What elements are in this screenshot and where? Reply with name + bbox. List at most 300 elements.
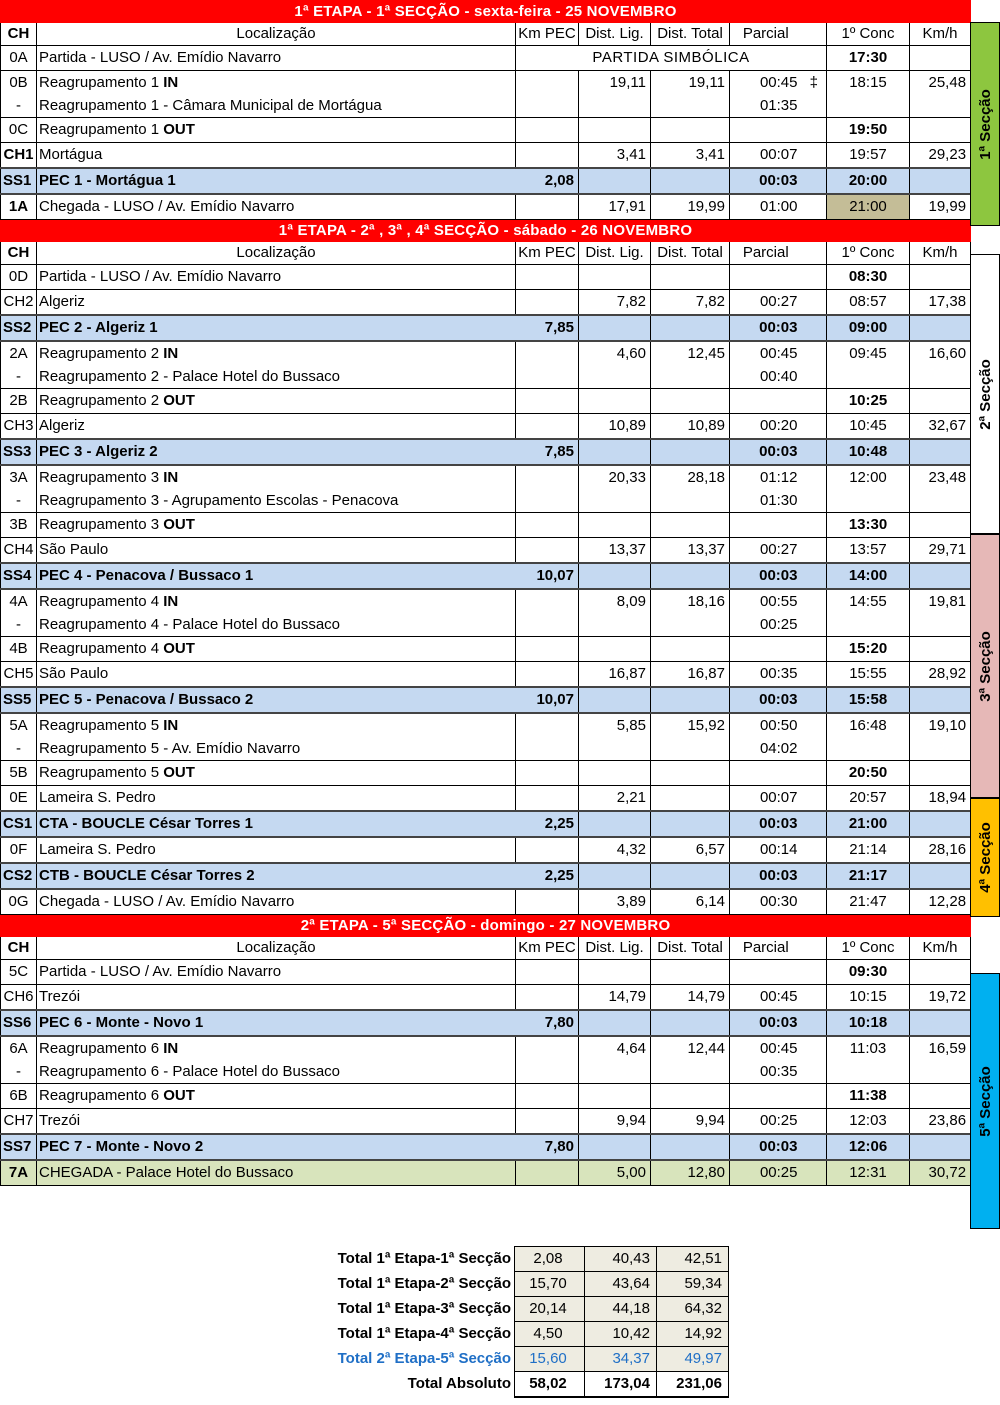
conc-time: 19:50 [827,118,910,143]
parcial: 01:35 [730,95,802,118]
location-text: Reagrupamento 5 - Av. Emídio Navarro [39,740,301,757]
control-code: CS2 [1,863,37,889]
kmh: 25,48 [910,71,971,96]
itinerary-row [1,960,971,985]
dist-total: 18,16 [651,589,730,614]
dist-total: 12,80 [651,1160,730,1186]
location-text: Reagrupamento 4 [39,593,164,610]
parcial [730,513,802,538]
marker [802,614,827,637]
header-ch: CH [1,23,37,46]
dist-total [651,513,730,538]
km-pec [516,889,579,915]
parcial: 01:12 [730,465,802,490]
location-text: Partida - LUSO / Av. Emídio Navarro [39,49,282,66]
header-localizacao: Localização [37,23,516,46]
dist-total [651,637,730,662]
km-pec [516,143,579,169]
totals-dist-total: 14,92 [657,1322,729,1347]
itinerary-row [1,1160,971,1186]
kmh [910,389,971,414]
km-pec [516,465,579,490]
parcial: 01:30 [730,490,802,513]
location-emphasis: IN [163,1040,179,1057]
location [37,194,516,220]
section-label-box [970,22,1000,226]
parcial: 04:02 [730,738,802,761]
conc-time: 12:00 [827,465,910,490]
header-kmh: Km/h [910,937,971,960]
marker [802,761,827,786]
conc-time: 17:30 [827,46,910,71]
location [37,614,516,637]
section-label-box [970,973,1000,1229]
control-code: SS4 [1,563,37,589]
stage-title-row [1,1,971,23]
dist-lig: 10,89 [579,414,651,440]
special-stage-row [1,315,971,341]
header-dist-total: Dist. Total [651,242,730,265]
location-text: Partida - LUSO / Av. Emídio Navarro [39,268,282,285]
section-label-box [970,534,1000,798]
dist-lig [579,1061,651,1084]
dist-lig [579,863,651,889]
dist-lig: 13,37 [579,538,651,564]
control-code: 3A [1,465,37,490]
location [37,863,516,889]
parcial: 00:40 [730,366,802,389]
itinerary-row [1,71,971,96]
location-text: Algeriz [39,293,85,310]
km-pec [516,118,579,143]
control-code: - [1,1061,37,1084]
marker [802,1109,827,1135]
conc-time [827,738,910,761]
itinerary-row [1,662,971,688]
location-text: Reagrupamento 3 [39,469,164,486]
dist-lig [579,637,651,662]
parcial: 00:45 [730,985,802,1011]
marker [802,960,827,985]
control-code: 2A [1,341,37,366]
location [37,315,516,341]
dist-total: 28,18 [651,465,730,490]
control-code: 5C [1,960,37,985]
location-text: Reagrupamento 2 - Palace Hotel do Bussaco [39,368,341,385]
totals-table [330,1246,729,1398]
conc-time [827,95,910,118]
conc-time: 11:38 [827,1084,910,1109]
km-pec [516,637,579,662]
dist-total [651,863,730,889]
location-emphasis: OUT [163,640,195,657]
totals-dist-total: 49,97 [657,1347,729,1372]
marker [802,71,827,96]
control-code: CH3 [1,414,37,440]
marker [802,687,827,713]
dist-lig: 4,64 [579,1036,651,1061]
conc-time: 09:00 [827,315,910,341]
special-stage-row [1,863,971,889]
km-pec: 2,08 [516,168,579,194]
kmh [910,738,971,761]
kmh: 29,71 [910,538,971,564]
km-pec [516,738,579,761]
itinerary-row [1,637,971,662]
parcial [730,761,802,786]
header-localizacao: Localização [37,242,516,265]
control-code: 0F [1,837,37,863]
parcial: 00:55 [730,589,802,614]
marker [802,143,827,169]
itinerary-row [1,118,971,143]
kmh: 16,59 [910,1036,971,1061]
marker [802,315,827,341]
totals-dist-lig: 34,37 [585,1347,657,1372]
dist-total: 14,79 [651,985,730,1011]
parcial: 00:03 [730,1134,802,1160]
parcial: 00:25 [730,1160,802,1186]
location [37,687,516,713]
control-code: SS3 [1,439,37,465]
dist-total [651,366,730,389]
control-code: - [1,614,37,637]
special-stage-row [1,563,971,589]
totals-label: Total 1ª Etapa-3ª Secção [337,1300,511,1317]
km-pec [516,837,579,863]
totals-km-pec: 15,60 [515,1347,585,1372]
location [37,811,516,837]
itinerary-row [1,614,971,637]
special-stage-row [1,168,971,194]
dist-lig [579,439,651,465]
totals-dist-lig: 173,04 [585,1372,657,1398]
dist-lig: 8,09 [579,589,651,614]
control-code: 6B [1,1084,37,1109]
header-parcial: Parcial [730,937,802,960]
parcial: 00:45 [730,341,802,366]
parcial: 00:25 [730,1109,802,1135]
header-ch: CH [1,937,37,960]
totals-row [330,1272,729,1297]
dist-lig [579,265,651,290]
dist-total: 19,11 [651,71,730,96]
location-emphasis: BOUCLE César Torres 1 [81,815,253,832]
location [37,290,516,316]
location-text: Reagrupamento 1 [39,74,164,91]
dist-total: 16,87 [651,662,730,688]
dist-lig [579,614,651,637]
location-emphasis: IN [163,717,179,734]
dist-total: 7,82 [651,290,730,316]
parcial: 00:03 [730,315,802,341]
totals-dist-total: 59,34 [657,1272,729,1297]
kmh: 28,92 [910,662,971,688]
dist-total [651,389,730,414]
control-code: CH4 [1,538,37,564]
control-code: 2B [1,389,37,414]
control-code: 3B [1,513,37,538]
dist-total [651,1134,730,1160]
location-emphasis: OUT [163,1087,195,1104]
conc-time: 18:15 [827,71,910,96]
conc-time: 08:30 [827,265,910,290]
km-pec [516,538,579,564]
marker [802,341,827,366]
control-code: CH5 [1,662,37,688]
control-code: - [1,490,37,513]
conc-time: 10:45 [827,414,910,440]
location-text: Reagrupamento 2 [39,392,164,409]
kmh [910,563,971,589]
itinerary-row [1,389,971,414]
itinerary-row [1,95,971,118]
totals-km-pec: 4,50 [515,1322,585,1347]
marker [802,662,827,688]
totals-row [330,1372,729,1398]
kmh: 19,72 [910,985,971,1011]
conc-time: 21:14 [827,837,910,863]
kmh [910,513,971,538]
km-pec: 2,25 [516,863,579,889]
location-text: Reagrupamento 6 [39,1087,164,1104]
totals-label: Total 1ª Etapa-2ª Secção [337,1275,511,1292]
km-pec [516,71,579,96]
dist-lig [579,1084,651,1109]
km-pec [516,662,579,688]
itinerary-row [1,1084,971,1109]
location-emphasis: OUT [163,121,195,138]
dist-lig: 14,79 [579,985,651,1011]
dist-total [651,738,730,761]
location [37,786,516,812]
stage-title-row [1,220,971,242]
location-emphasis: OUT [163,392,195,409]
header-dist-lig: Dist. Lig. [579,937,651,960]
location [37,95,516,118]
marker [802,786,827,812]
location [37,538,516,564]
location-text: Partida - LUSO / Av. Emídio Navarro [39,963,282,980]
header-spacer [802,23,827,46]
dist-lig [579,490,651,513]
dist-total [651,95,730,118]
control-code: SS5 [1,687,37,713]
header-dist-lig: Dist. Lig. [579,23,651,46]
location-text: Reagrupamento 6 - Palace Hotel do Bussaco [39,1063,341,1080]
km-pec [516,194,579,220]
control-code: 1A [1,194,37,220]
km-pec [516,761,579,786]
totals-dist-lig: 40,43 [585,1247,657,1272]
section-label: 1ª Secção [976,88,994,160]
itinerary-row [1,143,971,169]
kmh [910,1084,971,1109]
conc-time: 09:30 [827,960,910,985]
header-localizacao: Localização [37,937,516,960]
location-text: Reagrupamento 3 - Agrupamento Escolas - Penacova [39,492,399,509]
kmh: 32,67 [910,414,971,440]
conc-time: 20:57 [827,786,910,812]
totals-row [330,1322,729,1347]
dist-total: 12,45 [651,341,730,366]
parcial: 00:14 [730,837,802,863]
km-pec [516,985,579,1011]
location [37,713,516,738]
location-text: Reagrupamento 1 [39,121,164,138]
location-text: CHEGADA - Palace Hotel do Bussaco [39,1164,294,1181]
totals-label: Total 1ª Etapa-4ª Secção [337,1325,511,1342]
parcial [730,389,802,414]
control-code: 5B [1,761,37,786]
location-text: Lameira S. Pedro [39,841,156,858]
km-pec [516,513,579,538]
itinerary-row [1,589,971,614]
parcial: 00:25 [730,614,802,637]
dist-total [651,1084,730,1109]
control-code: CS1 [1,811,37,837]
location-text: Reagrupamento 6 [39,1040,164,1057]
dist-total [651,786,730,812]
row-marker: ‡ [809,74,818,91]
parcial: 00:45 [730,1036,802,1061]
control-code: 4A [1,589,37,614]
dist-total [651,960,730,985]
marker [802,439,827,465]
location-text: Reagrupamento 5 [39,764,164,781]
special-stage-row [1,1134,971,1160]
header-km-pec: Km PEC [516,937,579,960]
location [37,889,516,915]
conc-time: 15:20 [827,637,910,662]
control-code: CH7 [1,1109,37,1135]
control-code: 4B [1,637,37,662]
dist-total [651,439,730,465]
location-text: Trezói [39,1112,81,1129]
dist-lig [579,1134,651,1160]
km-pec [516,341,579,366]
location-emphasis: IN [163,345,179,362]
itinerary-row [1,341,971,366]
itinerary-row [1,837,971,863]
location-text: PEC 6 - Monte - Novo 1 [39,1014,204,1031]
control-code: - [1,366,37,389]
section-label-box [970,254,1000,534]
header-conc: 1º Conc [827,23,910,46]
stage-title: 1ª ETAPA - 2ª , 3ª , 4ª SECÇÃO - sábado - 26 NOVEMBRO [1,220,971,242]
location-text: Reagrupamento 3 [39,516,164,533]
location-text: CTA - [39,815,82,832]
conc-time: 21:00 [827,194,910,220]
kmh: 23,86 [910,1109,971,1135]
header-parcial: Parcial [730,242,802,265]
header-spacer [802,937,827,960]
marker [802,290,827,316]
conc-time: 12:06 [827,1134,910,1160]
location [37,366,516,389]
km-pec [516,1061,579,1084]
location-text: PEC 3 - Algeriz 2 [39,443,158,460]
column-header-row [1,937,971,960]
parcial: 00:07 [730,143,802,169]
marker [802,1084,827,1109]
location [37,960,516,985]
location [37,71,516,96]
location-text: São Paulo [39,541,109,558]
location-text: Reagrupamento 5 [39,717,164,734]
itinerary-row [1,414,971,440]
dist-total: 9,94 [651,1109,730,1135]
location-emphasis: IN [163,469,179,486]
location-text: Chegada - LUSO / Av. Emídio Navarro [39,893,295,910]
control-code: 5A [1,713,37,738]
conc-time: 10:25 [827,389,910,414]
km-pec [516,389,579,414]
conc-time: 15:55 [827,662,910,688]
totals-label: Total 2ª Etapa-5ª Secção [337,1350,511,1367]
marker [802,563,827,589]
location-text: Reagrupamento 2 [39,345,164,362]
header-km-pec: Km PEC [516,242,579,265]
location [37,1160,516,1186]
special-stage-row [1,1010,971,1036]
location-text: CTB - [39,867,84,884]
dist-lig [579,738,651,761]
parcial: 00:03 [730,563,802,589]
km-pec [516,1036,579,1061]
location-text: PEC 1 - Mortágua 1 [39,172,176,189]
km-pec: 2,25 [516,811,579,837]
dist-total: 19,99 [651,194,730,220]
location [37,513,516,538]
kmh [910,265,971,290]
totals-km-pec: 15,70 [515,1272,585,1297]
dist-total [651,1061,730,1084]
dist-lig [579,118,651,143]
km-pec [516,265,579,290]
location [37,389,516,414]
control-code: SS2 [1,315,37,341]
section-label-box [970,798,1000,917]
dist-lig [579,563,651,589]
header-spacer [802,242,827,265]
kmh [910,863,971,889]
dist-total [651,614,730,637]
km-pec [516,366,579,389]
location [37,143,516,169]
kmh: 29,23 [910,143,971,169]
location-text: Reagrupamento 4 - Palace Hotel do Bussaco [39,616,341,633]
parcial: 00:27 [730,538,802,564]
parcial: 00:35 [730,662,802,688]
control-code: CH1 [1,143,37,169]
totals-dist-lig: 10,42 [585,1322,657,1347]
marker [802,265,827,290]
kmh: 18,94 [910,786,971,812]
conc-time: 11:03 [827,1036,910,1061]
header-km-pec: Km PEC [516,23,579,46]
km-pec [516,786,579,812]
totals-dist-total: 64,32 [657,1297,729,1322]
totals-dist-total: 42,51 [657,1247,729,1272]
dist-total [651,687,730,713]
conc-time: 10:15 [827,985,910,1011]
conc-time: 20:50 [827,761,910,786]
dist-lig [579,389,651,414]
special-stage-row [1,439,971,465]
location [37,1036,516,1061]
itinerary-row [1,46,971,71]
